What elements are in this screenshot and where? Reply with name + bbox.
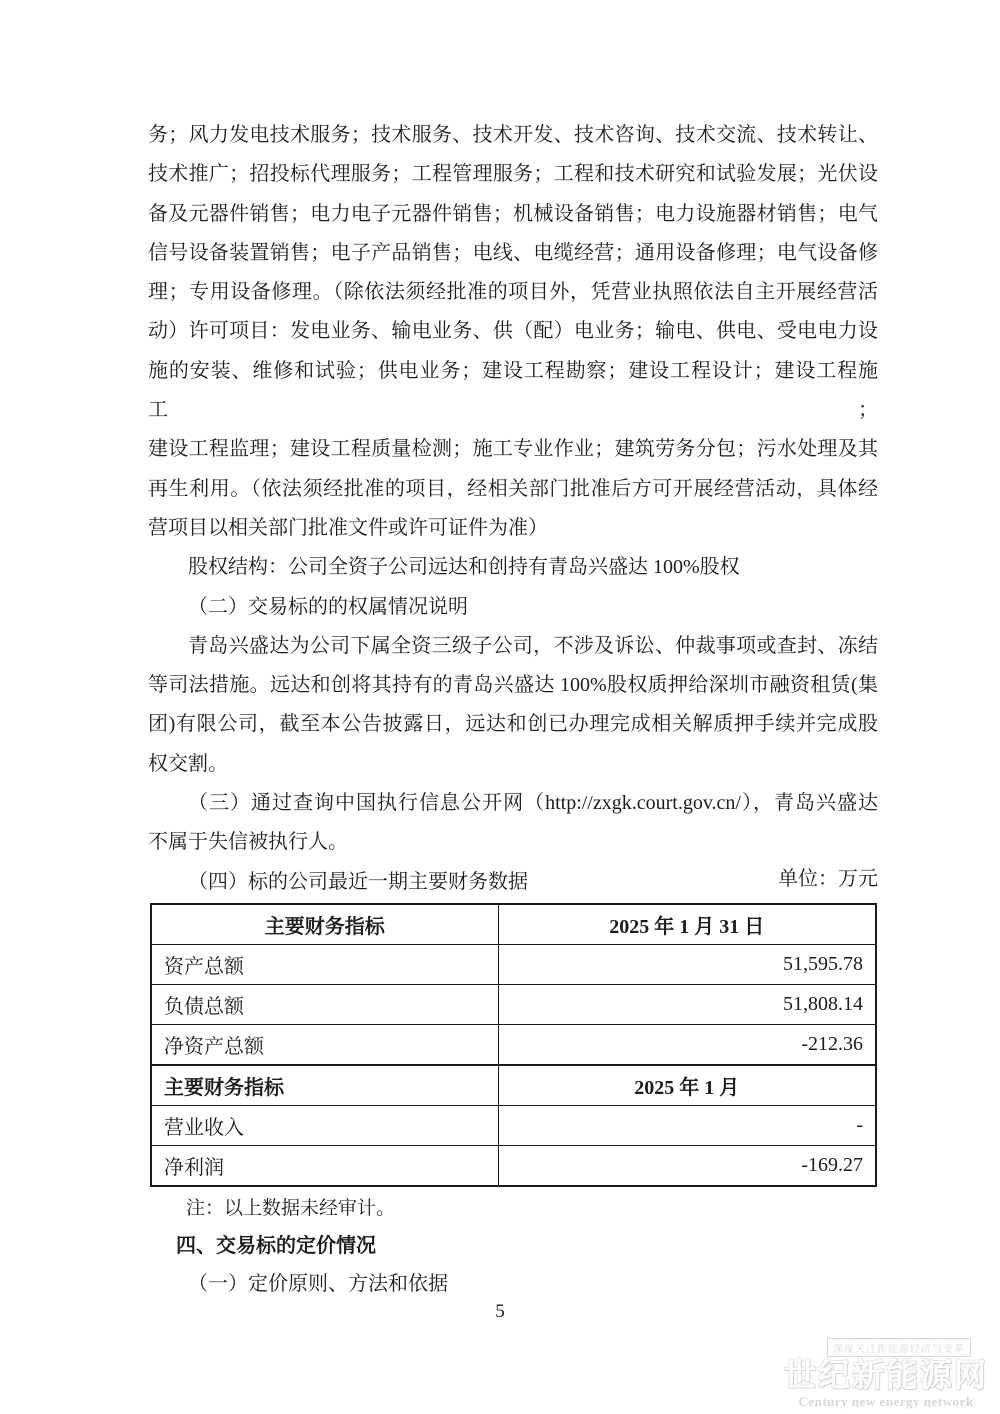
row-value: 51,808.14 xyxy=(498,985,876,1025)
watermark-tagline: 深度关注新能源经济与变革 xyxy=(827,1338,971,1357)
body-line: 权交割。 xyxy=(148,752,228,775)
table-note: 注：以上数据未经审计。 xyxy=(186,1198,396,1219)
body-line: 理；专用设备修理。（除依法须经批准的项目外，凭营业执照依法自主开展经营活 xyxy=(148,281,878,304)
table-header-date: 2025 年 1 月 xyxy=(498,1065,876,1106)
body-line: （三）通过查询中国执行信息公开网（http://zxgk.court.gov.cn/），青岛兴盛达 xyxy=(188,792,878,815)
row-value: -212.36 xyxy=(498,1025,876,1066)
body-line: 等司法措施。远达和创将其持有的青岛兴盛达 100%股权质押给深圳市融资租赁(集 xyxy=(148,674,878,697)
table-header-metric: 主要财务指标 xyxy=(151,904,498,945)
body-line: 建设工程监理；建设工程质量检测；施工专业作业；建筑劳务分包；污水处理及其 xyxy=(148,438,878,461)
body-line: （四）标的公司最近一期主要财务数据 xyxy=(188,870,528,893)
row-label: 净资产总额 xyxy=(151,1025,498,1066)
row-label: 资产总额 xyxy=(151,945,498,985)
row-value: -169.27 xyxy=(498,1146,876,1187)
table-header-row xyxy=(151,904,876,945)
table-row xyxy=(151,1146,876,1187)
table-row xyxy=(151,1025,876,1066)
body-line: 再生利用。（依法须经批准的项目，经相关部门批准后方可开展经营活动，具体经 xyxy=(148,477,878,500)
body-line: 信号设备装置销售；电子产品销售；电线、电缆经营；通用设备修理；电气设备修 xyxy=(148,241,878,264)
row-value: - xyxy=(498,1106,876,1146)
body-line: 技术推广；招投标代理服务；工程管理服务；工程和技术研究和试验发展；光伏设 xyxy=(148,163,878,186)
table-header-date: 2025 年 1 月 31 日 xyxy=(498,904,876,945)
watermark-name: 世纪新能源网 xyxy=(783,1357,988,1394)
body-line: 股权结构：公司全资子公司远达和创持有青岛兴盛达 100%股权 xyxy=(188,556,740,579)
section-subheading: （一）定价原则、方法和依据 xyxy=(188,1273,448,1295)
row-label: 营业收入 xyxy=(151,1106,498,1146)
section-heading: 四、交易标的定价情况 xyxy=(176,1235,376,1257)
table-header-row-2 xyxy=(151,1065,876,1106)
body-line: 团)有限公司，截至本公告披露日，远达和创已办理完成相关解质押手续并完成股 xyxy=(148,713,878,736)
row-label: 负债总额 xyxy=(151,985,498,1025)
unit-label: 单位：万元 xyxy=(778,868,878,890)
row-value: 51,595.78 xyxy=(498,945,876,985)
body-line: 不属于失信被执行人。 xyxy=(148,831,348,854)
page-number: 5 xyxy=(495,1301,505,1322)
body-line: 务；风力发电技术服务；技术服务、技术开发、技术咨询、技术交流、技术转让、 xyxy=(148,124,878,146)
row-label: 净利润 xyxy=(151,1146,498,1187)
table-row xyxy=(151,1106,876,1146)
body-line: 青岛兴盛达为公司下属全资三级子公司，不涉及诉讼、仲裁事项或查封、冻结 xyxy=(188,634,878,657)
body-line: 营项目以相关部门批准文件或许可证件为准） xyxy=(148,516,548,539)
watermark-subtitle: Century new energy network xyxy=(798,1394,974,1409)
body-line: 动）许可项目：发电业务、输电业务、供（配）电业务；输电、供电、受电电力设 xyxy=(148,320,878,343)
financial-table xyxy=(150,903,877,1187)
table-header-metric: 主要财务指标 xyxy=(151,1065,498,1106)
table-row xyxy=(151,985,876,1025)
body-line: 施的安装、维修和试验；供电业务；建设工程勘察；建设工程设计；建设工程施工； xyxy=(148,359,878,422)
body-text xyxy=(148,116,878,902)
body-line: （二）交易标的的权属情况说明 xyxy=(188,595,468,618)
table-row xyxy=(151,945,876,985)
body-line: 备及元器件销售；电力电子元器件销售；机械设备销售；电力设施器材销售；电气 xyxy=(148,202,878,225)
watermark-logo xyxy=(780,1338,992,1410)
